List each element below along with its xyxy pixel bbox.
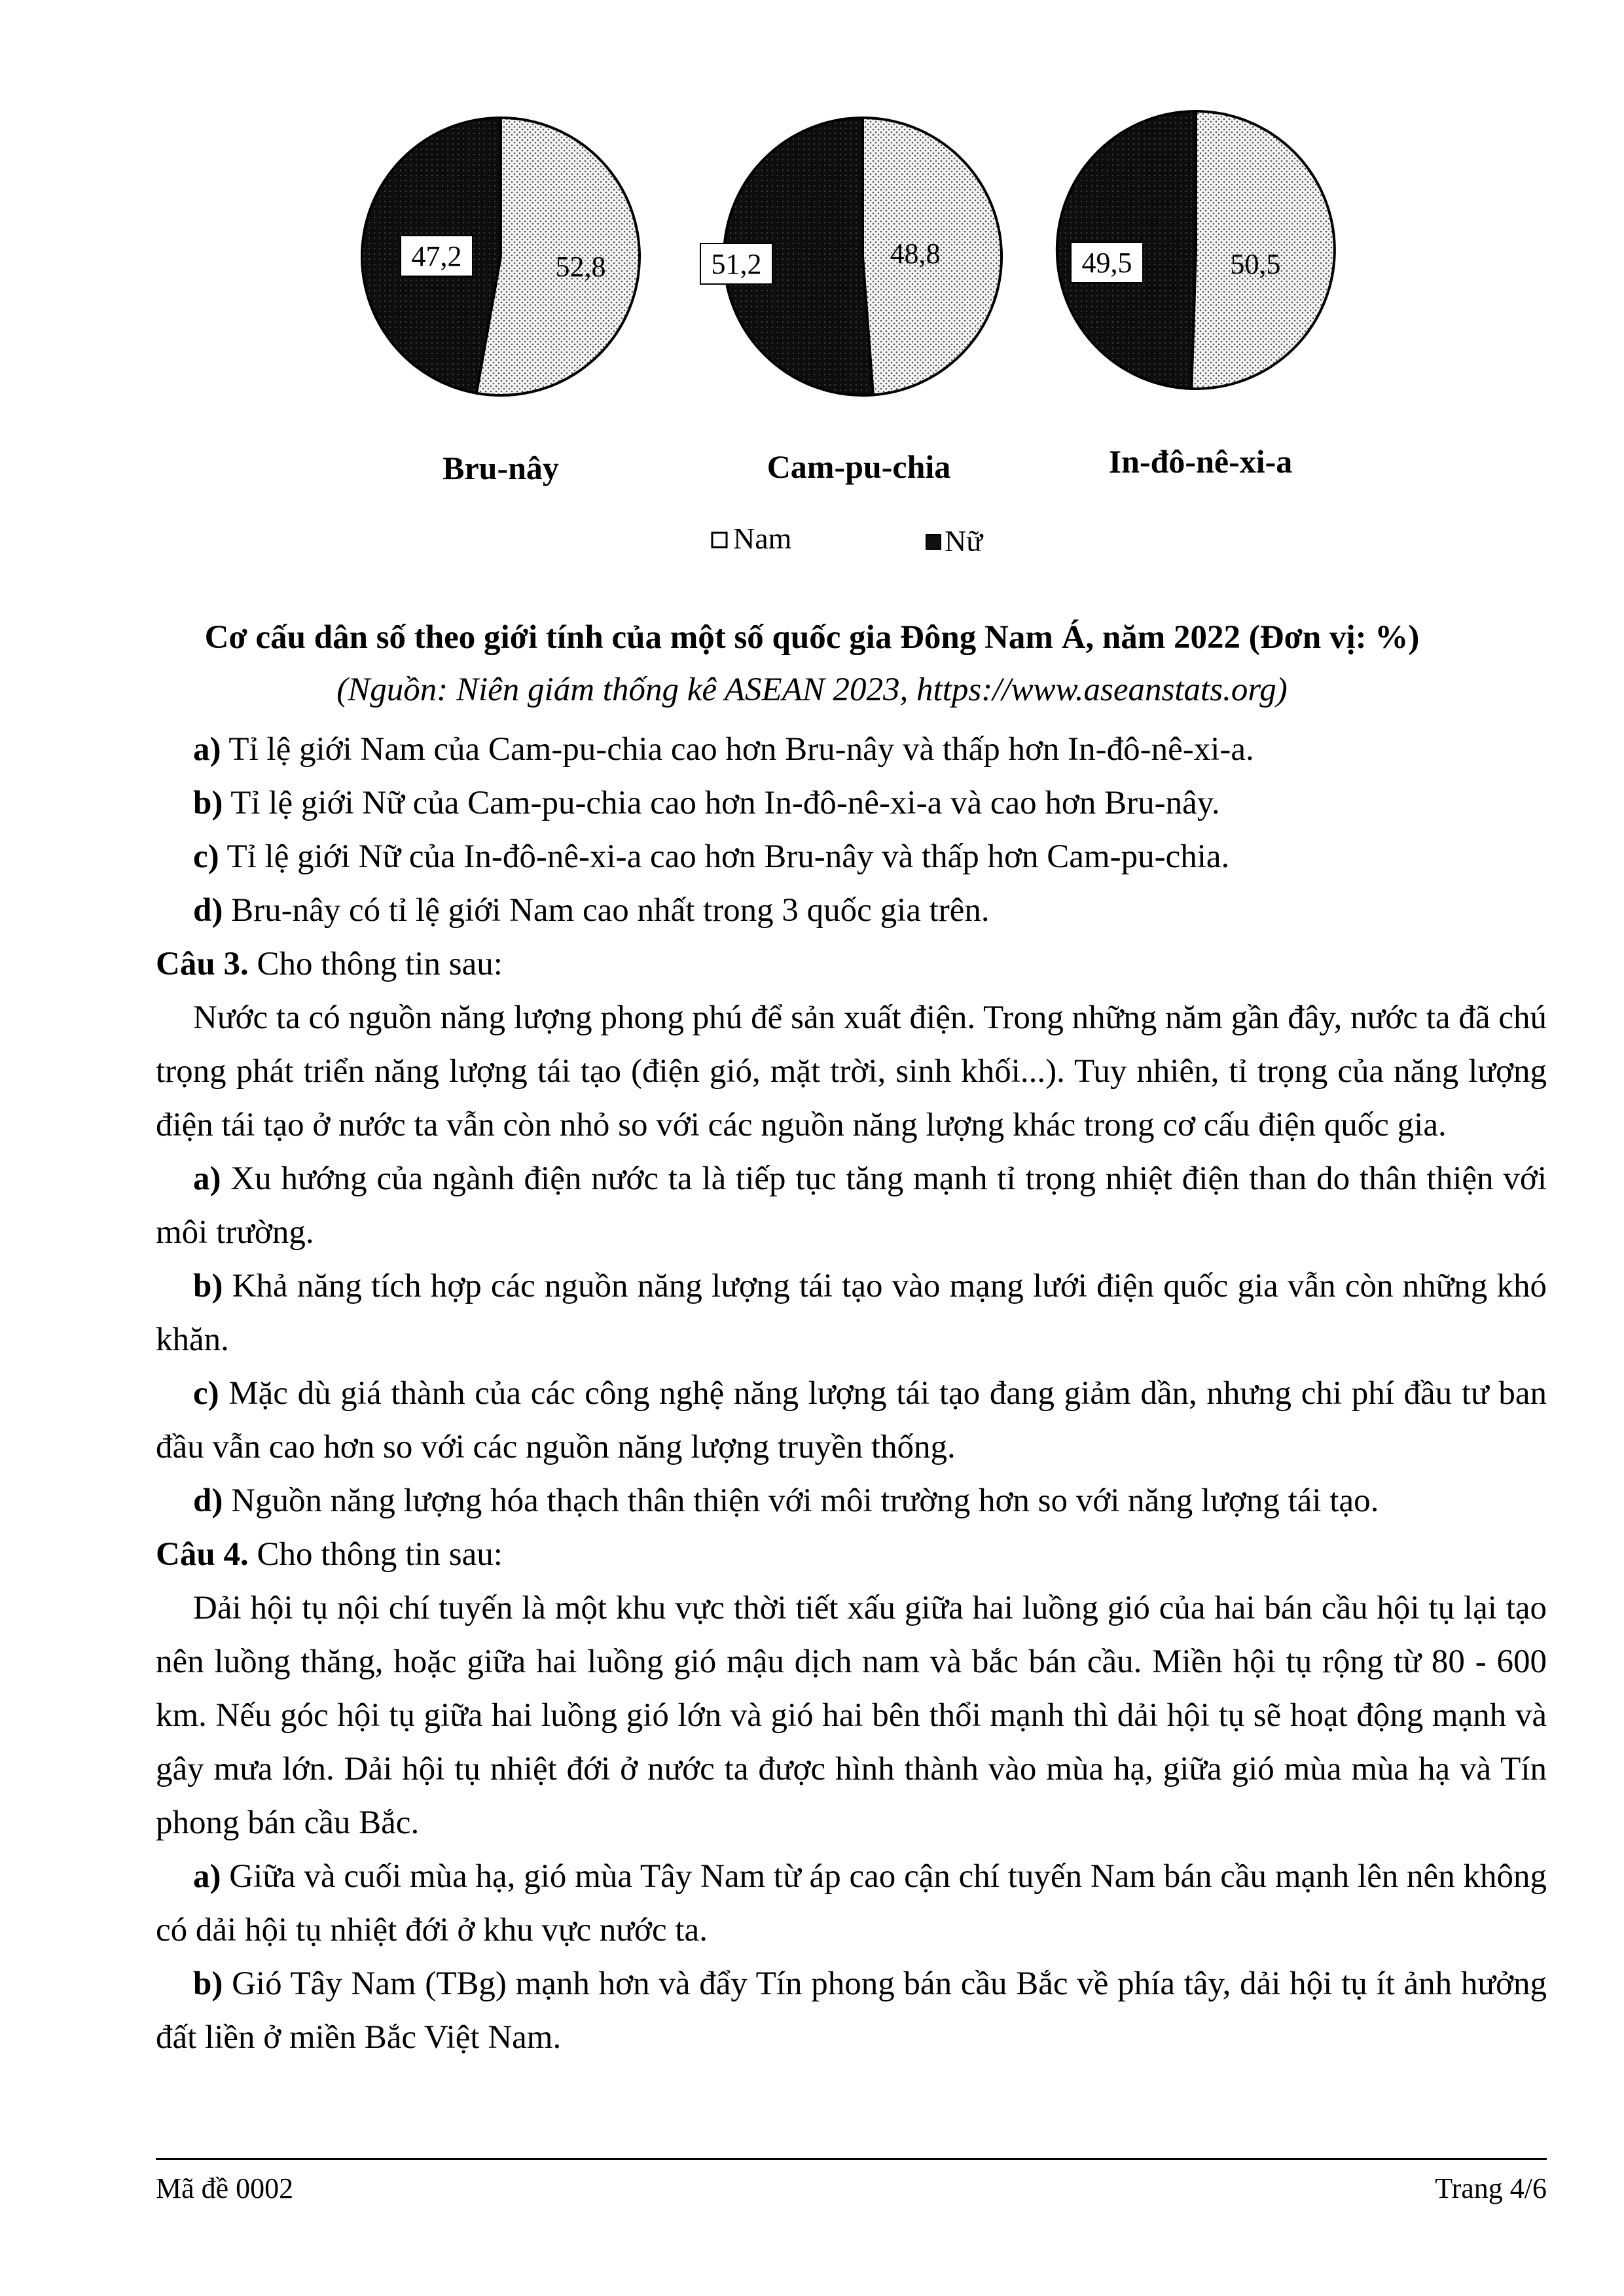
q2-option-c: c) Tỉ lệ giới Nữ của In-đô-nê-xi-a cao hơn Bru-nây và thấp hơn Cam-pu-chia. bbox=[193, 838, 1230, 875]
chart-legend bbox=[712, 522, 984, 558]
chart-source: (Nguồn: Niên giám thống kê ASEAN 2023, https://www.aseanstats.org) bbox=[336, 672, 1288, 708]
page-number: Trang 4/6 bbox=[1435, 2172, 1547, 2204]
legend-label-nu: Nữ bbox=[945, 524, 983, 558]
q3-option-d: d) Nguồn năng lượng hóa thạch thân thiện với môi trường hơn so với năng lượng tái tạo. bbox=[193, 1482, 1379, 1519]
pie-in-do-ne-xi-a bbox=[1057, 111, 1335, 480]
data-label-nu-cam-pu-chia: 51,2 bbox=[711, 248, 762, 280]
q4-passage: Dải hội tụ nội chí tuyến là một khu vực thời tiết xấu giữa hai luồng gió của hai bán cầu hội tụ lại tạo nên luồng thăng, hoặc giữa hai luồng gió mậu dịch nam và bắc bán cầu. Miền hội tụ rộng từ 80 - 600 km. Nếu góc hội tụ giữa hai luồng gió lớn và gió hai bên thổi mạnh thì dải hội tụ sẽ hoạt động mạnh và gây mưa lớn. Dải hội tụ nhiệt đới ở nước ta được hình thành vào mùa hạ, giữa gió mùa mùa hạ và Tín phong bán cầu Bắc. bbox=[156, 1590, 1547, 1841]
q3-passage: Nước ta có nguồn năng lượng phong phú để sản xuất điện. Trong những năm gần đây, nước ta đã chú trọng phát triển năng lượng tái tạo (điện gió, mặt trời, sinh khối...). Tuy nhiên, tỉ trọng của năng lượng điện tái tạo ở nước ta vẫn còn nhỏ so với các nguồn năng lượng khác trong cơ cấu điện quốc gia. bbox=[156, 999, 1547, 1143]
pie-title-bru-nay: Bru-nây bbox=[442, 450, 559, 486]
q4-option-a: a) Giữa và cuối mùa hạ, gió mùa Tây Nam từ áp cao cận chí tuyến Nam bán cầu mạnh lên nên không có dải hội tụ nhiệt đới ở khu vực nước ta. bbox=[156, 1858, 1547, 1948]
chart-title: Cơ cấu dân số theo giới tính của một số quốc gia Đông Nam Á, năm 2022 (Đơn vị: %) bbox=[204, 619, 1420, 656]
q2-option-d: d) Bru-nây có tỉ lệ giới Nam cao nhất trong 3 quốc gia trên. bbox=[193, 892, 990, 929]
q2-option-a: a) Tỉ lệ giới Nam của Cam-pu-chia cao hơn Bru-nây và thấp hơn In-đô-nê-xi-a. bbox=[193, 731, 1254, 768]
legend-swatch-nu bbox=[926, 535, 941, 549]
data-label-nam-cam-pu-chia: 48,8 bbox=[890, 238, 941, 270]
exam-code: Mã đề 0002 bbox=[156, 2172, 294, 2204]
data-label-nu-in-do-ne-xi-a: 49,5 bbox=[1081, 247, 1132, 279]
q3-option-c: c) Mặc dù giá thành của các công nghệ năng lượng tái tạo đang giảm dần, nhưng chi phí đầu tư ban đầu vẫn cao hơn so với các nguồn năng lượng truyền thống. bbox=[156, 1375, 1547, 1465]
data-label-nu-bru-nay: 47,2 bbox=[411, 240, 462, 272]
q3-option-b: b) Khả năng tích hợp các nguồn năng lượng tái tạo vào mạng lưới điện quốc gia vẫn còn những khó khăn. bbox=[156, 1268, 1547, 1358]
q3-option-a: a) Xu hướng của ngành điện nước ta là tiếp tục tăng mạnh tỉ trọng nhiệt điện than do thân thiện với môi trường. bbox=[156, 1160, 1547, 1251]
q2-option-b: b) Tỉ lệ giới Nữ của Cam-pu-chia cao hơn In-đô-nê-xi-a và cao hơn Bru-nây. bbox=[193, 785, 1220, 821]
data-label-nam-in-do-ne-xi-a: 50,5 bbox=[1230, 248, 1281, 280]
data-label-nam-bru-nay: 52,8 bbox=[555, 251, 606, 283]
footer-divider bbox=[156, 2158, 1547, 2160]
q4-option-b: b) Gió Tây Nam (TBg) mạnh hơn và đẩy Tín phong bán cầu Bắc về phía tây, dải hội tụ ít ảnh hưởng đất liền ở miền Bắc Việt Nam. bbox=[156, 1965, 1547, 2056]
pie-charts-figure bbox=[0, 0, 1624, 589]
pie-title-in-do-ne-xi-a: In-đô-nê-xi-a bbox=[1108, 443, 1293, 480]
legend-swatch-nam bbox=[712, 533, 727, 547]
legend-label-nam: Nam bbox=[733, 522, 792, 555]
pie-cam-pu-chia bbox=[700, 118, 1001, 485]
exam-body bbox=[156, 723, 1547, 2064]
q4-heading: Câu 4. Cho thông tin sau: bbox=[156, 1536, 503, 1573]
pie-title-cam-pu-chia: Cam-pu-chia bbox=[767, 448, 951, 485]
pie-bru-nay bbox=[362, 118, 640, 486]
q3-heading: Câu 3. Cho thông tin sau: bbox=[156, 946, 503, 982]
